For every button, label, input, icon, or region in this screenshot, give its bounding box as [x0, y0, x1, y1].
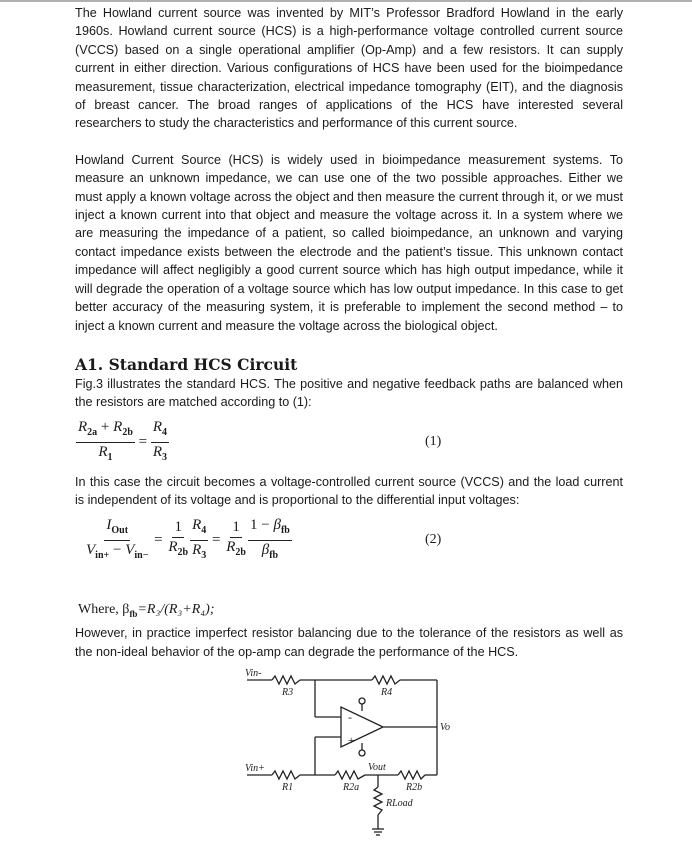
label-vo: Vo	[440, 722, 450, 734]
label-minus: -	[348, 710, 352, 725]
label-plus: +	[347, 733, 356, 748]
resistor-r1	[272, 771, 300, 779]
circuit-element	[245, 668, 450, 809]
equation-1: $\frac{R_{2a} + R_{2b}}{R_1}$ = $\frac{R_4}{R_3}$	[78, 418, 168, 463]
where-label: Where, β	[78, 601, 130, 617]
circuit-element	[359, 698, 365, 704]
beta-formula: =R₃/(R₃+R₄);	[137, 601, 215, 617]
beta-definition: Where, $\beta_{fb}=R_3/(R_3+R_4)$;	[78, 601, 215, 619]
equation-1-row	[76, 418, 624, 467]
equation-2: $\frac{I_{Out}}{V_{in+} - V_{in-}}$ = $\frac{1}{R_{2b}}$ $\frac{R_4}{R_3}$ = $\frac{1}{R_{2b}}$ $\frac{1 - \beta_{fb}}{\beta_{fb}}$	[86, 516, 290, 561]
resistor-rload	[374, 787, 382, 815]
label-r2a: R2a	[343, 782, 360, 794]
circuit-element	[359, 750, 365, 756]
resistor-r4	[372, 676, 400, 684]
resistor-r3	[272, 676, 300, 684]
label-rload: RLoad	[386, 798, 413, 810]
section-intro: Fig.3 illustrates the standard HCS. The positive and negative feedback paths are balanced when the resistors are matched according to (1):	[75, 376, 623, 410]
equation-1-number: (1)	[425, 434, 442, 450]
label-vin-plus: Vin+	[245, 763, 265, 775]
label-r1: R1	[282, 782, 294, 794]
equation-2-number: (2)	[425, 532, 442, 548]
equation-2-row	[84, 516, 632, 565]
resistor-r2b	[398, 771, 425, 779]
label-r2b: R2b	[406, 782, 423, 794]
resistor-r2a	[335, 771, 365, 779]
paragraph-intro: The Howland current source was invented by MIT’s Professor Bradford Howland in the early 1960s. Howland current source (HCS) is a high-performance voltage controlled current source (VCCS) based on a single operational amplifier (Op-Amp) and a few resistors. It can supply current in either direction. Various configurations of HCS have been used for the bioimpedance measurement, tissue characterization, electrical impedance tomography (EIT), and the diagnosis of breast cancer. The broad ranges of applications of the HCS have interested several researchers to study the characteristics and performance of this current source.	[75, 6, 623, 131]
howland-circuit-diagram	[230, 667, 470, 839]
paragraph-bioimpedance: Howland Current Source (HCS) is widely used in bioimpedance measurement systems. To measure an unknown impedance, we can use one of the two possible approaches. Either we must apply a known voltage across the object and then measure the current through it, or we must inject a known current into that object and measure the voltage across it. In a system where we are measuring the impedance of a patient, so called bioimpedance, an unknown and varying contact impedance exists between the electrode and the patient’s tissue. This unknown contact impedance will affect negligibly a good current source which has high output impedance, while it will degrade the operation of a voltage source which has low output impedance. In this case to get better accuracy of the measuring system, it is preferable to implement the second method – to inject a known current and measure the voltage across the biological object.	[75, 152, 623, 333]
label-r4: R4	[381, 687, 393, 699]
label-vout: Vout	[368, 762, 386, 774]
section-middle: In this case the circuit becomes a voltage-controlled current source (VCCS) and the load current is independent of its voltage and is proportional to the differential input voltages:	[75, 474, 623, 508]
section-after: However, in practice imperfect resistor balancing due to the tolerance of the resistors as well as the non-ideal behavior of the op-amp can degrade the performance of the HCS.	[75, 626, 623, 659]
ground-icon	[372, 829, 384, 835]
section-heading: A1. Standard HCS Circuit	[75, 354, 298, 374]
label-r3: R3	[282, 687, 294, 699]
page-border	[0, 0, 692, 2]
label-vin-minus: Vin-	[245, 668, 262, 680]
